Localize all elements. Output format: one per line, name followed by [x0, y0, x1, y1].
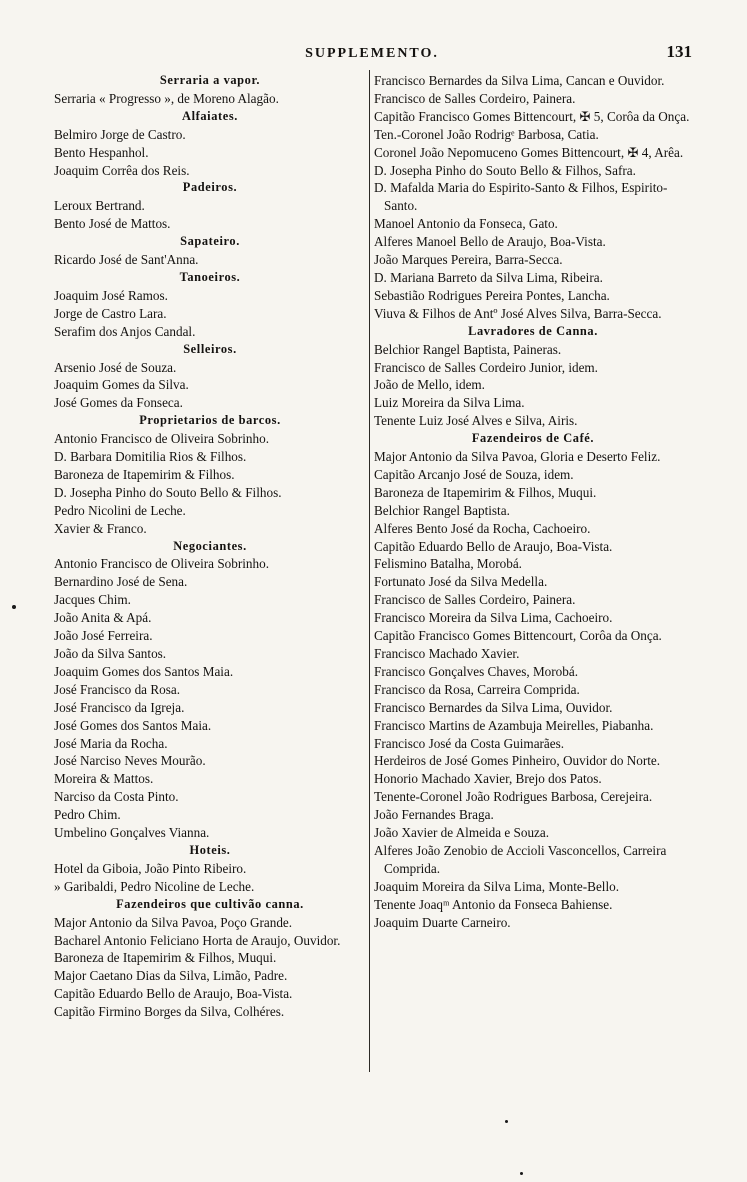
- section-heading: Alfaiates.: [182, 108, 238, 123]
- directory-entry: Capitão Arcanjo José de Souza, idem.: [374, 466, 574, 482]
- section-alfaiates: [54, 108, 366, 180]
- section-tanoeiros: [54, 269, 366, 341]
- directory-entry: Viuva & Filhos de Antº José Alves Silva, Barra-Secca.: [374, 305, 662, 321]
- directory-entry: Honorio Machado Xavier, Brejo dos Patos.: [374, 771, 602, 787]
- section-heading: Lavradores de Canna.: [468, 323, 598, 338]
- directory-entry: Major Antonio da Silva Pavoa, Poço Grande.: [54, 914, 293, 930]
- directory-entry: João Anita & Apá.: [54, 610, 152, 626]
- directory-entry: Jorge de Castro Lara.: [54, 305, 167, 321]
- directory-entry: Arsenio José de Souza.: [54, 359, 177, 375]
- section-heading: Serraria a vapor.: [159, 73, 261, 87]
- directory-entry: Capitão Francisco Gomes Bittencourt, ✠ 5, Corôa da Onça.: [374, 108, 690, 124]
- directory-entry: D. Barbara Domitilia Rios & Filhos.: [54, 449, 247, 465]
- section-serraria-a-vapor: [54, 72, 366, 108]
- directory-entry: Francisco José da Costa Guimarães.: [374, 735, 565, 751]
- directory-entry: Bento José de Mattos.: [54, 216, 171, 232]
- section-heading: Fazendeiros que cultivão canna.: [116, 896, 304, 911]
- margin-mark: [520, 1172, 523, 1175]
- directory-entry: Leroux Bertrand.: [54, 198, 145, 214]
- directory-entry: D. Josepha Pinho do Souto Bello & Filhos.: [54, 484, 282, 500]
- directory-entry: Xavier & Franco.: [54, 520, 147, 536]
- section-selleiros: [54, 341, 366, 413]
- directory-entry: João Xavier de Almeida e Souza.: [374, 825, 550, 841]
- directory-entry: Francisco Machado Xavier.: [374, 646, 520, 661]
- directory-entry: Joaquim Moreira da Silva Lima, Monte-Bello.: [374, 878, 620, 894]
- directory-entry: José Francisco da Igreja.: [54, 699, 185, 715]
- directory-entry: Francisco de Salles Cordeiro, Painera.: [374, 592, 576, 608]
- directory-entry: Alferes Bento José da Rocha, Cachoeiro.: [374, 520, 591, 536]
- directory-entry: Alferes João Zenobio de Accioli Vasconcellos, Carreira Comprida.: [374, 842, 667, 876]
- directory-entry: Joaquim Gomes da Silva.: [54, 377, 189, 393]
- directory-entry: Manoel Antonio da Fonseca, Gato.: [374, 216, 558, 232]
- directory-entry: Serafim dos Anjos Candal.: [54, 323, 196, 339]
- directory-entry: Francisco Martins de Azambuja Meirelles, Piabanha.: [374, 717, 654, 733]
- section-heading: Sapateiro.: [180, 234, 240, 249]
- directory-entry: Francisco Gonçalves Chaves, Morobá.: [374, 663, 578, 679]
- directory-entry: Jacques Chim.: [54, 592, 131, 608]
- directory-entry: Herdeiros de José Gomes Pinheiro, Ouvidor do Norte.: [374, 753, 661, 769]
- directory-entry: Luiz Moreira da Silva Lima.: [374, 395, 525, 411]
- directory-entry: Antonio Francisco de Oliveira Sobrinho.: [54, 431, 269, 447]
- directory-entry: Baroneza de Itapemirim & Filhos.: [54, 466, 235, 482]
- directory-entry: José Francisco da Rosa.: [54, 681, 180, 697]
- section-lavradores-de-canna: [374, 323, 692, 430]
- directory-entry: Tenente Joaqᵐ Antonio da Fonseca Bahiense.: [374, 896, 613, 912]
- directory-entry: Capitão Eduardo Bello de Araujo, Boa-Vista.: [54, 986, 293, 1002]
- directory-entry: Francisco da Rosa, Carreira Comprida.: [374, 681, 580, 697]
- section-heading: Proprietarios de barcos.: [139, 413, 281, 428]
- directory-entry: Francisco Bernardes da Silva Lima, Ouvidor.: [374, 699, 613, 715]
- page-title: SUPPLEMENTO.: [305, 46, 439, 61]
- directory-entry: Sebastião Rodrigues Pereira Pontes, Lancha.: [374, 287, 610, 303]
- directory-entry: Belmiro Jorge de Castro.: [54, 126, 186, 142]
- directory-entry: João da Silva Santos.: [54, 646, 167, 661]
- directory-entry: Umbelino Gonçalves Vianna.: [54, 825, 210, 841]
- directory-entry: Francisco de Salles Cordeiro, Painera.: [374, 90, 576, 106]
- directory-entry: D. Josepha Pinho do Souto Bello & Filhos, Safra.: [374, 162, 636, 178]
- directory-entry: Major Caetano Dias da Silva, Limão, Padre.: [54, 968, 288, 984]
- right-column: [374, 72, 692, 932]
- directory-entry: Felismino Batalha, Morobá.: [374, 556, 522, 572]
- directory-entry: Fortunato José da Silva Medella.: [374, 574, 548, 590]
- directory-entry: Alferes Manoel Bello de Araujo, Boa-Vista.: [374, 234, 606, 250]
- left-column: [54, 72, 366, 1021]
- directory-entry: Bernardino José de Sena.: [54, 574, 188, 590]
- directory-entry: João Fernandes Braga.: [374, 807, 494, 823]
- directory-entry: Tenente Luiz José Alves e Silva, Airis.: [374, 413, 578, 429]
- directory-entry: Belchior Rangel Baptista, Paineras.: [374, 341, 562, 357]
- directory-entry: José Maria da Rocha.: [54, 735, 168, 751]
- section-fazendeiros-de-cafe: [374, 430, 692, 931]
- section-sapateiro: [54, 233, 366, 269]
- section-negociantes: [54, 538, 366, 842]
- section-heading: Tanoeiros.: [179, 269, 241, 284]
- directory-entry: D. Mafalda Maria do Espirito-Santo & Filhos, Espirito-Santo.: [374, 180, 668, 214]
- directory-entry: Tenente-Coronel João Rodrigues Barbosa, Cerejeira.: [374, 789, 653, 805]
- directory-entry: Antonio Francisco de Oliveira Sobrinho.: [54, 556, 269, 572]
- directory-entry: Pedro Chim.: [54, 807, 121, 823]
- section-hoteis: [54, 842, 366, 896]
- directory-entry: Serraria « Progresso », de Moreno Alagão.: [54, 90, 279, 106]
- margin-mark: [505, 1120, 508, 1123]
- section-continued: [374, 72, 692, 323]
- section-heading: Negociantes.: [173, 538, 247, 553]
- directory-entry: José Narciso Neves Mourão.: [54, 753, 206, 769]
- directory-entry: Belchior Rangel Baptista.: [374, 502, 510, 518]
- directory-entry: Francisco de Salles Cordeiro Junior, idem.: [374, 359, 598, 375]
- directory-entry: José Gomes dos Santos Maia.: [54, 717, 212, 733]
- directory-entry: D. Mariana Barreto da Silva Lima, Ribeira.: [374, 269, 603, 285]
- directory-entry: Francisco Moreira da Silva Lima, Cachoeiro.: [374, 610, 613, 626]
- page-header: [52, 42, 692, 68]
- section-heading: Padeiros.: [182, 180, 238, 195]
- directory-entry: Bacharel Antonio Feliciano Horta de Araujo, Ouvidor.: [54, 932, 341, 948]
- directory-entry: Major Antonio da Silva Pavoa, Gloria e Deserto Feliz.: [374, 449, 661, 465]
- section-padeiros: [54, 179, 366, 233]
- directory-entry: Coronel João Nepomuceno Gomes Bittencourt, ✠ 4, Arêa.: [374, 144, 684, 160]
- directory-entry: Joaquim Gomes dos Santos Maia.: [54, 663, 234, 679]
- directory-entry: Joaquim José Ramos.: [54, 287, 168, 303]
- section-proprietarios-de-barcos: [54, 412, 366, 537]
- directory-entry: Narciso da Costa Pinto.: [54, 789, 179, 805]
- directory-entry: Capitão Francisco Gomes Bittencourt, Corôa da Onça.: [374, 628, 662, 644]
- directory-entry: Capitão Firmino Borges da Silva, Colhéres.: [54, 1004, 285, 1020]
- directory-entry: Joaquim Corrêa dos Reis.: [54, 162, 190, 178]
- directory-entry: Francisco Bernardes da Silva Lima, Cancan e Ouvidor.: [374, 73, 665, 88]
- column-divider: [369, 70, 370, 1072]
- directory-entry: Bento Hespanhol.: [54, 144, 149, 160]
- directory-entry: João José Ferreira.: [54, 628, 153, 644]
- section-heading: Fazendeiros de Café.: [471, 431, 595, 446]
- directory-entry: João Marques Pereira, Barra-Secca.: [374, 252, 563, 268]
- directory-entry: Joaquim Duarte Carneiro.: [374, 914, 511, 930]
- directory-entry: Ten.-Coronel João Rodrigᵉ Barbosa, Catia.: [374, 126, 599, 142]
- directory-entry: João de Mello, idem.: [374, 377, 485, 393]
- directory-entry: Hotel da Giboia, João Pinto Ribeiro.: [54, 860, 247, 876]
- directory-entry: Baroneza de Itapemirim & Filhos, Muqui.: [374, 484, 597, 500]
- directory-entry: Moreira & Mattos.: [54, 771, 154, 787]
- directory-entry: Pedro Nicolini de Leche.: [54, 502, 186, 518]
- section-heading: Selleiros.: [183, 341, 237, 356]
- page-number: 131: [666, 42, 692, 61]
- directory-entry: Baroneza de Itapemirim & Filhos, Muqui.: [54, 950, 277, 966]
- directory-entry: Capitão Eduardo Bello de Araujo, Boa-Vista.: [374, 538, 613, 554]
- margin-mark: [12, 605, 16, 609]
- section-fazendeiros-que-cultivao-canna: [54, 896, 366, 1021]
- section-heading: Hoteis.: [189, 842, 231, 857]
- directory-entry: José Gomes da Fonseca.: [54, 395, 183, 411]
- directory-entry: » Garibaldi, Pedro Nicoline de Leche.: [54, 878, 255, 894]
- directory-entry: Ricardo José de Sant'Anna.: [54, 252, 199, 268]
